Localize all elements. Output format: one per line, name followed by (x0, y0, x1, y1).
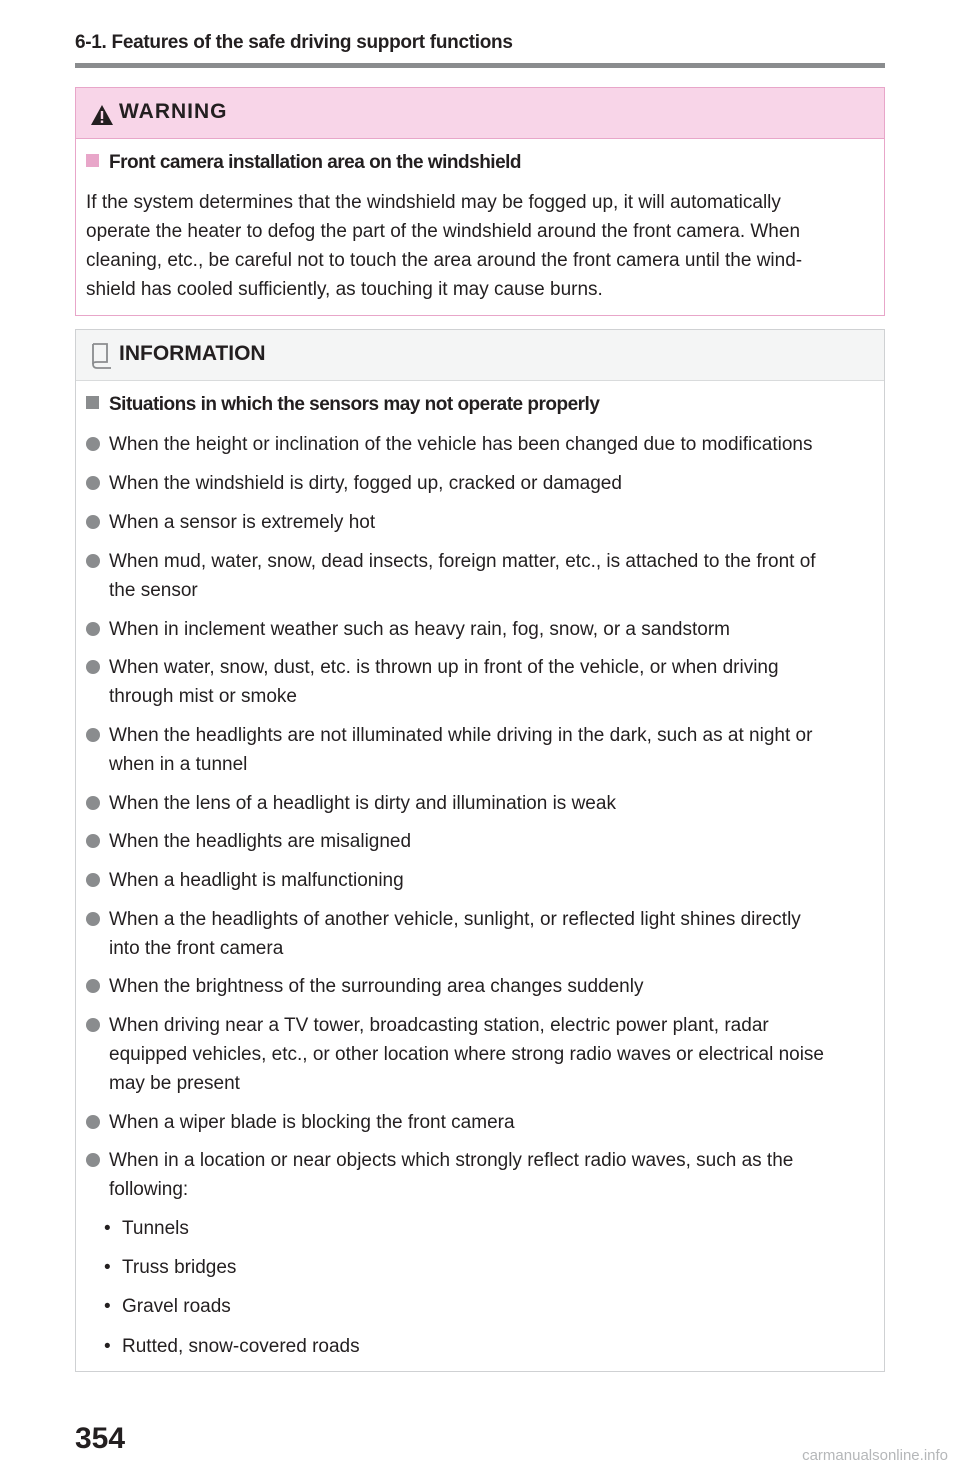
bullet-icon (86, 1018, 100, 1032)
information-title: INFORMATION (119, 342, 266, 365)
square-bullet-icon (86, 154, 99, 167)
bullet-icon (86, 1153, 100, 1167)
bullet-icon (86, 660, 100, 674)
warning-box (75, 87, 885, 316)
warning-title: WARNING (119, 100, 228, 123)
bullet-icon (86, 912, 100, 926)
bullet-icon (86, 554, 100, 568)
sub-list-item: • Gravel roads (104, 1292, 231, 1321)
square-bullet-icon (86, 396, 99, 409)
sub-list-item: • Rutted, snow-covered roads (104, 1332, 360, 1361)
bullet-icon (86, 1115, 100, 1129)
note-icon (90, 342, 114, 370)
page-number: 354 (75, 1422, 126, 1455)
warning-header (76, 88, 884, 139)
bullet-icon (86, 834, 100, 848)
bullet-icon (86, 728, 100, 742)
bullet-icon (86, 979, 100, 993)
warning-triangle-icon (90, 104, 114, 126)
bullet-icon (86, 437, 100, 451)
warning-body (86, 188, 876, 304)
warning-line: operate the heater to defog the part of the windshield around the front camera. When (86, 221, 801, 242)
bullet-icon (86, 873, 100, 887)
bullet-icon (86, 796, 100, 810)
section-title: 6-1. Features of the safe driving support functions (75, 32, 513, 53)
warning-line: If the system determines that the windshield may be fogged up, it will automatically (86, 192, 781, 213)
warning-heading: Front camera installation area on the windshield (86, 151, 521, 175)
bullet-icon (86, 622, 100, 636)
information-header (76, 330, 884, 381)
bullet-icon (86, 515, 100, 529)
information-box: INFORMATION Situations in which the sensors may not operate properly When the height or inclination of the vehicle has been changed due to modifications When the windshield is dirty, fogged up, cracked or damaged When a sensor is extremely hot When mud, water, snow, dead insects, foreign matter, etc., is attached to the front of the sensor When in inclement weather such as heavy rain, fog, snow, or a sandstorm When water, snow, dust, etc. is thrown up in front of the vehicle, or when driving through mist or smoke When the headlights are not illuminated while driving in the dark, such as at night or when in a tunnel When the lens of a headlight is dirty and illumination is weak When the headlights are misaligned When a headlight is malfunctioning When a the headlights of another vehicle, sunlight, or reflected light shines directly into the front camera When the brightness of the surrounding area changes suddenly When driving near a TV tower, broadcasting station, electric power plant, radar equipped vehicles, etc., or other location where strong radio waves or electrical noise may be present When a wiper blade is blocking the front camera When in a location or near objects which strongly reflect radio waves, such as the following: • Tunnels • Truss bridges • Gravel roads • Rutted, snow-covered roads (75, 329, 885, 1372)
sub-list-item: • Truss bridges (104, 1253, 236, 1282)
warning-line: cleaning, etc., be careful not to touch the area around the front camera until the wind- (86, 250, 803, 271)
page-header (75, 30, 885, 68)
information-heading: Situations in which the sensors may not operate properly (86, 393, 599, 417)
watermark: carmanualsonline.info (802, 1447, 948, 1464)
bullet-icon (86, 476, 100, 490)
sub-list-item: • Tunnels (104, 1214, 189, 1243)
warning-line: shield has cooled sufficiently, as touching it may cause burns. (86, 279, 603, 300)
